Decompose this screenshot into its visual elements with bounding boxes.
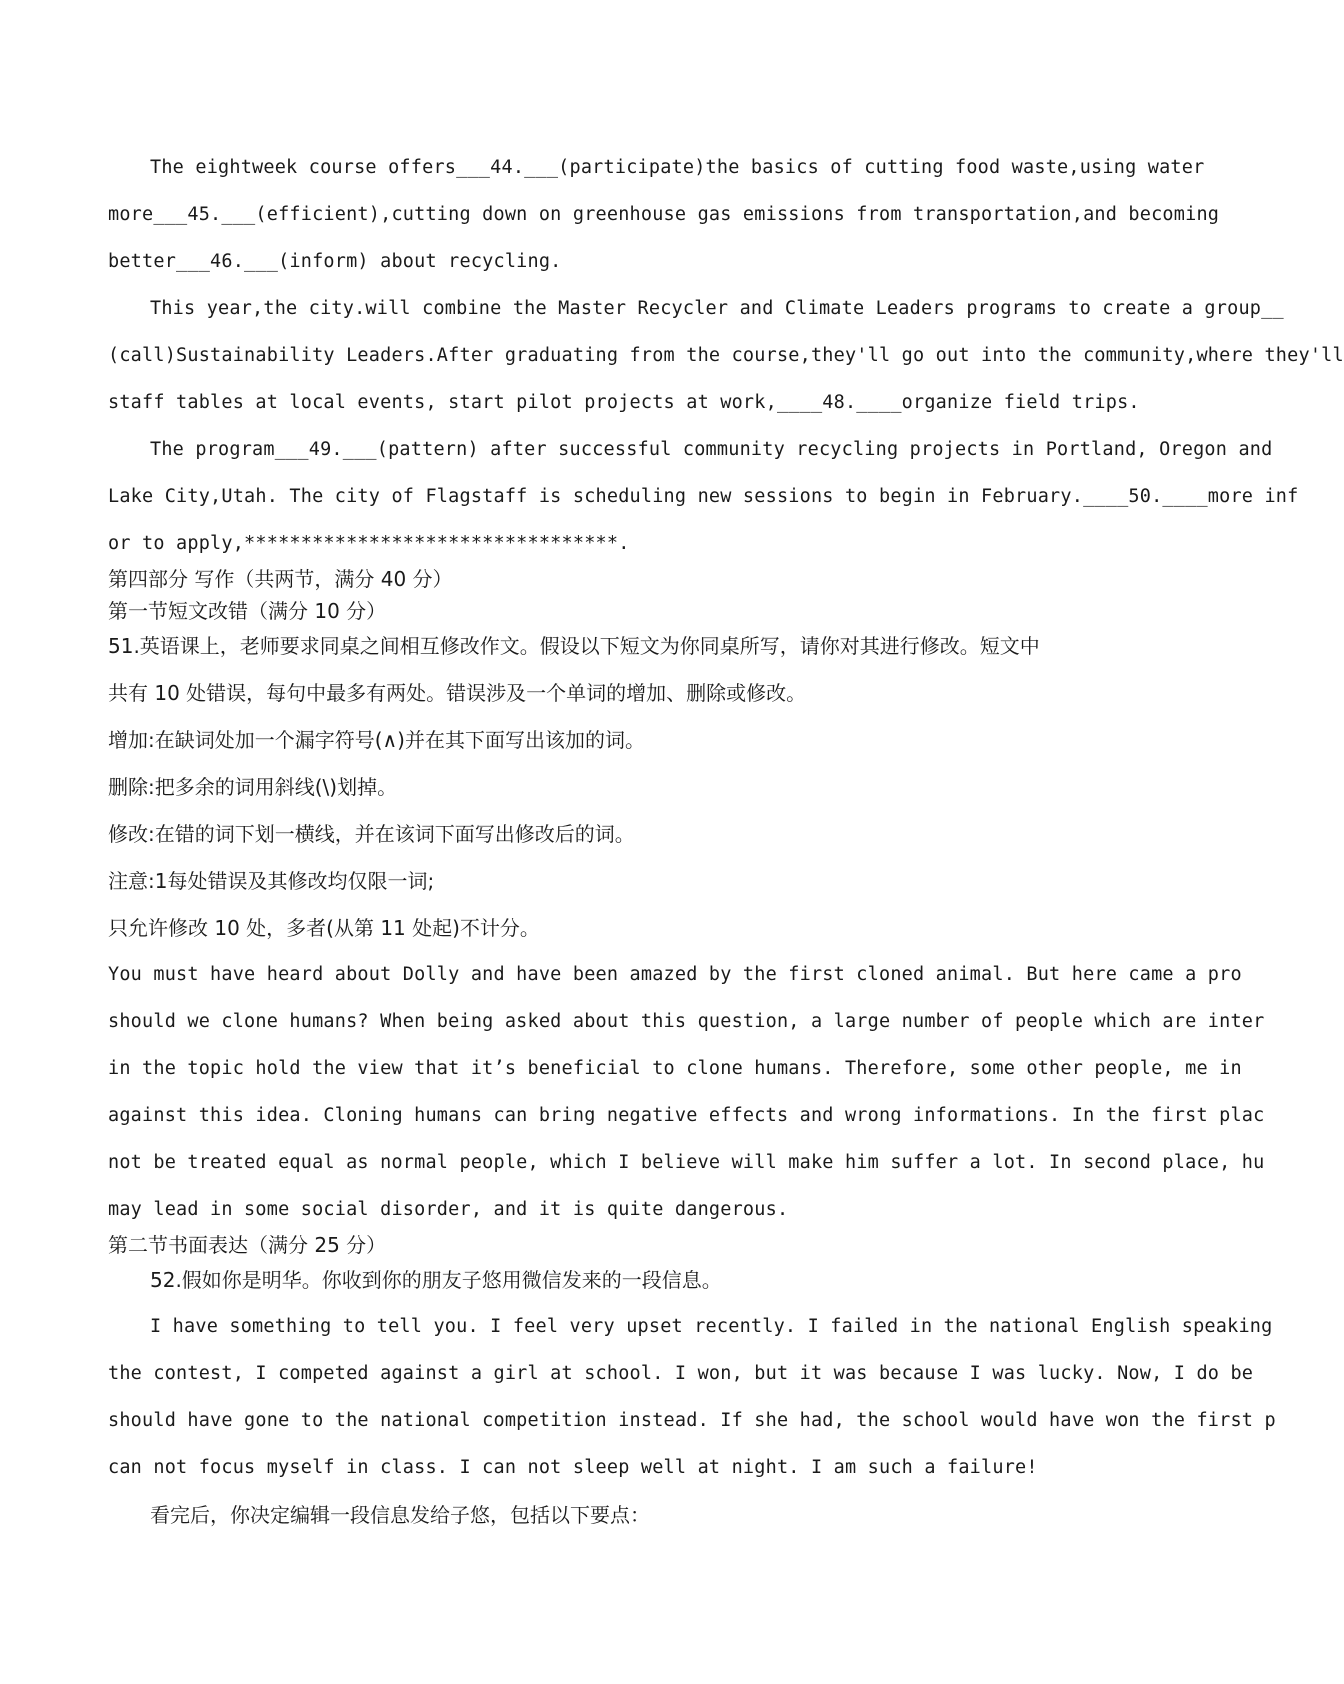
document-page	[108, 150, 1344, 1544]
part4-heading: 第四部分 写作（共两节，满分 40 分）	[108, 567, 453, 591]
passage-line: The eightweek course offers___44.___(participate)the basics of cutting food waste,using water	[150, 157, 1205, 178]
essay-line: not be treated equal as normal people, which I believe will make him suffer a lot. In second place, hu	[108, 1152, 1265, 1173]
instruction-line: 删除:把多余的词用斜线(\)划掉。	[108, 775, 398, 799]
message-line: the contest, I competed against a girl at school. I won, but it was because I was lucky. Now, I do be	[108, 1363, 1254, 1384]
essay-line: may lead in some social disorder, and it is quite dangerous.	[108, 1199, 789, 1220]
passage-line: staff tables at local events, start pilot projects at work,____48.____organize field trips.	[108, 392, 1140, 413]
instruction-line: 修改:在错的词下划一横线，并在该词下面写出修改后的词。	[108, 822, 635, 846]
instruction-line: 注意:1每处错误及其修改均仅限一词;	[108, 869, 435, 893]
section2-heading: 第二节书面表达（满分 25 分）	[108, 1233, 387, 1257]
message-line: can not focus myself in class. I can not sleep well at night. I am such a failure!	[108, 1457, 1038, 1478]
essay-line: in the topic hold the view that it’s beneficial to clone humans. Therefore, some other people, me in	[108, 1058, 1242, 1079]
message-line: I have something to tell you. I feel very upset recently. I failed in the national English speaking	[150, 1316, 1273, 1337]
passage-line: more___45.___(efficient),cutting down on greenhouse gas emissions from transportation,and becoming	[108, 204, 1220, 225]
passage-line: better___46.___(inform) about recycling.	[108, 251, 562, 272]
message-line: should have gone to the national competition instead. If she had, the school would have won the first p	[108, 1410, 1276, 1431]
cloze-passage	[108, 150, 1344, 564]
section1-heading: 第一节短文改错（满分 10 分）	[108, 599, 387, 623]
passage-line: Lake City,Utah. The city of Flagstaff is scheduling new sessions to begin in February.____50.____more inf	[108, 486, 1299, 507]
instruction-line: 只允许修改 10 处，多者(从第 11 处起)不计分。	[108, 916, 540, 940]
passage-line: This year,the city.will combine the Master Recycler and Climate Leaders programs to create a group__	[150, 298, 1284, 319]
essay-line: You must have heard about Dolly and have been amazed by the first cloned animal. But here came a pro	[108, 964, 1242, 985]
error-correction-instructions	[108, 628, 1191, 957]
essay-to-correct	[108, 957, 1265, 1230]
question-52-prompt: 52.假如你是明华。你收到你的朋友子悠用微信发来的一段信息。	[150, 1268, 722, 1292]
passage-line: (call)Sustainability Leaders.After graduating from the course,they'll go out into the community,where they'll	[108, 345, 1344, 366]
essay-line: should we clone humans? When being asked about this question, a large number of people which are inter	[108, 1011, 1265, 1032]
instruction-line: 共有 10 处错误，每句中最多有两处。错误涉及一个单词的增加、删除或修改。	[108, 681, 807, 705]
passage-line: The program___49.___(pattern) after successful community recycling projects in Portland, Oregon and	[150, 439, 1273, 460]
instruction-line: 51.英语课上，老师要求同桌之间相互修改作文。假设以下短文为你同桌所写，请你对其进行修改。短文中	[108, 634, 1040, 658]
instruction-line: 增加:在缺词处加一个漏字符号(∧)并在其下面写出该加的词。	[108, 728, 645, 752]
wechat-message	[108, 1309, 1276, 1497]
passage-line: or to apply,*********************************.	[108, 533, 630, 554]
essay-line: against this idea. Cloning humans can bring negative effects and wrong informations. In the first plac	[108, 1105, 1265, 1126]
closing-instruction: 看完后，你决定编辑一段信息发给子悠，包括以下要点：	[150, 1503, 650, 1527]
